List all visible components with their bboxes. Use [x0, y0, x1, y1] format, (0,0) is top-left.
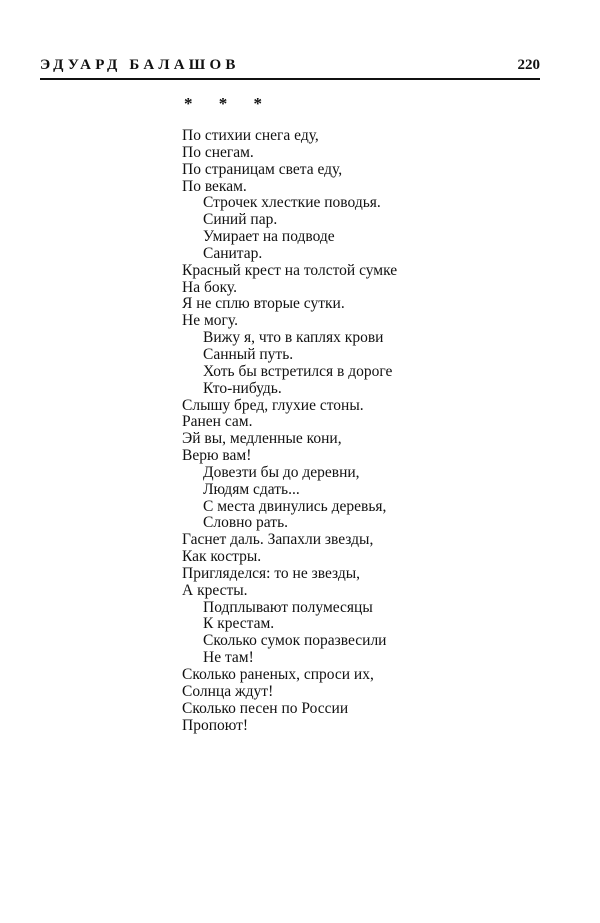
- page-number: 220: [517, 57, 540, 73]
- poem-line: Пригляделся: то не звезды,: [182, 564, 361, 582]
- poem-line: Не могу.: [182, 312, 238, 330]
- poem-line: С места двинулись деревья,: [203, 497, 387, 515]
- poem-line: Довезти бы до деревни,: [203, 463, 360, 481]
- poem-line: Сколько раненых, спроси их,: [182, 666, 374, 683]
- running-head: [40, 54, 540, 76]
- poem-line: Слышу бред, глухие стоны.: [182, 396, 364, 414]
- poem-line: Санитар.: [203, 244, 263, 262]
- poem-line: Солнца ждут!: [182, 682, 274, 700]
- poem-line: По снегам.: [182, 143, 254, 161]
- poem-line: Вижу я, что в каплях крови: [203, 329, 384, 347]
- poem-line: По векам.: [182, 177, 247, 195]
- poem-line: А кресты.: [182, 581, 248, 599]
- poem-line: Красный крест на толстой сумке: [182, 261, 398, 279]
- poem-line: По страницам света еду,: [182, 160, 343, 178]
- poem-line: Людям сдать...: [203, 480, 300, 498]
- section-stars: * * *: [184, 94, 273, 113]
- poem-line: По стихии снега еду,: [182, 127, 319, 144]
- running-head-author: ЭДУАРД БАЛАШОВ: [40, 57, 240, 73]
- poem-line: Гаснет даль. Запахли звезды,: [182, 531, 374, 549]
- poem-line: Умирает на подводе: [203, 228, 335, 246]
- poem-line: Словно рать.: [203, 514, 289, 532]
- poem-line: Как костры.: [182, 548, 262, 566]
- poem-line: Синий пар.: [203, 211, 278, 229]
- poem-line: Ранен сам.: [182, 413, 253, 431]
- poem-line: Я не сплю вторые сутки.: [182, 295, 345, 313]
- poem-body: [182, 128, 397, 734]
- poem-line: Верю вам!: [182, 447, 252, 465]
- poem-line: Сколько сумок поразвесили: [203, 632, 387, 650]
- poem-line: Не там!: [203, 649, 254, 667]
- poem-line: Пропоют!: [182, 716, 249, 734]
- poem-line: На боку.: [182, 278, 237, 296]
- header-rule: [40, 78, 540, 80]
- poem-line: Кто-нибудь.: [203, 379, 282, 397]
- poem-line: Сколько песен по России: [182, 699, 349, 717]
- poem-line: Строчек хлесткие поводья.: [203, 194, 381, 212]
- poem-line: Санный путь.: [203, 345, 294, 363]
- poem-line: К крестам.: [203, 615, 275, 633]
- poem-line: Хоть бы встретился в дороге: [203, 362, 393, 380]
- poem-line: Эй вы, медленные кони,: [182, 430, 342, 448]
- poem-line: Подплывают полумесяцы: [203, 598, 373, 616]
